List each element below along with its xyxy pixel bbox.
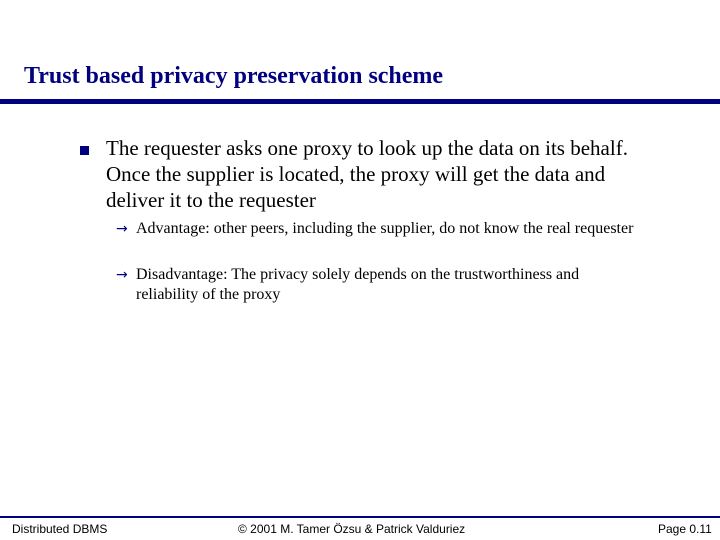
footer-copyright: © 2001 M. Tamer Özsu & Patrick Valduriez [238,522,466,536]
sub-bullet-disadvantage [116,265,646,305]
sub-bullet-text: Disadvantage: The privacy solely depends on the trustworthiness and reliability of the proxy [136,266,580,303]
slide-title: Trust based privacy preservation scheme [24,63,444,89]
arrow-right-icon: → [116,221,128,237]
square-bullet-icon [80,146,89,155]
footer-page-number: Page 0.11 [658,522,712,536]
arrow-right-icon: → [116,267,128,283]
footer-divider [0,516,720,518]
sub-bullet-text: Advantage: other peers, including the supplier, do not know the real requester [136,220,634,237]
main-bullet-text: The requester asks one proxy to look up the data on its behalf. Once the supplier is located, the proxy will get the data and deliver it to the requester [106,136,628,212]
title-divider [0,99,720,104]
sub-bullet-advantage [116,219,646,239]
footer-course-name: Distributed DBMS [12,522,108,536]
